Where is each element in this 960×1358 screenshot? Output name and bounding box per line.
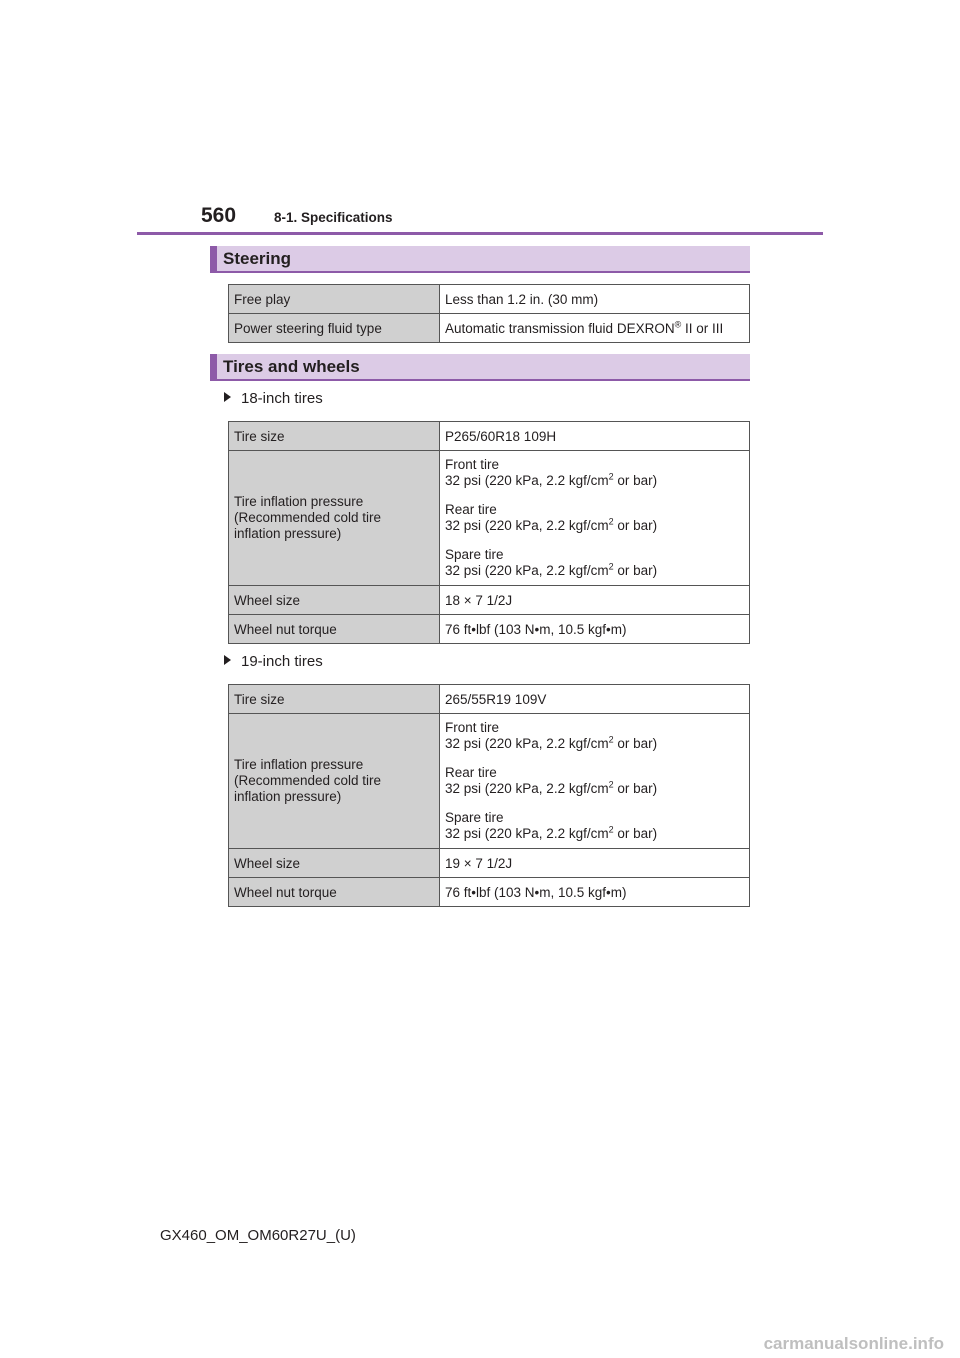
table-row <box>229 714 750 849</box>
table-row <box>229 422 750 451</box>
torque-label: Wheel nut torque <box>229 878 440 907</box>
pressure-value: Front tire 32 psi (220 kPa, 2.2 kgf/$cm^2$ or bar) Rear tire 32 psi (220 kPa, 2.2 kgf/$cm^2$ or bar) Spare tire 32 psi (220 kPa, 2.2 kgf/$cm^2$ or bar) <box>440 714 750 849</box>
section-title-steering <box>210 246 750 273</box>
tire-size-value: 265/55R19 109V <box>440 685 750 714</box>
torque-label: Wheel nut torque <box>229 615 440 644</box>
tires-18-table <box>228 421 750 644</box>
document-code: GX460_OM_OM60R27U_(U) <box>160 1227 356 1244</box>
table-row <box>229 314 750 343</box>
header-rule <box>137 232 823 235</box>
section-title-text: Tires and wheels <box>223 357 360 376</box>
triangle-bullet-icon <box>224 392 231 402</box>
table-row <box>229 586 750 615</box>
section-header: 8-1. Specifications <box>274 210 393 225</box>
table-row <box>229 849 750 878</box>
tire-size-value: P265/60R18 109H <box>440 422 750 451</box>
fluid-type-label: Power steering fluid type <box>229 314 440 343</box>
fluid-type-value: Automatic transmission fluid DEXRON® II or III <box>440 314 750 343</box>
pressure-value: Front tire 32 psi (220 kPa, 2.2 kgf/$cm^2$ or bar) Rear tire 32 psi (220 kPa, 2.2 kgf/$cm^2$ or bar) Spare tire 32 psi (220 kPa, 2.2 kgf/$cm^2$ or bar) <box>440 451 750 586</box>
tire-size-label: Tire size <box>229 685 440 714</box>
steering-table <box>228 284 750 343</box>
section-title-tires-wheels <box>210 354 750 381</box>
free-play-value: Less than 1.2 in. (30 mm) <box>440 285 750 314</box>
table-row <box>229 878 750 907</box>
table-row <box>229 285 750 314</box>
wheel-size-label: Wheel size <box>229 849 440 878</box>
triangle-bullet-icon <box>224 655 231 665</box>
pressure-label: Tire inflation pressure (Recommended cold tire inflation pressure) <box>229 451 440 586</box>
torque-value: 76 ft•lbf (103 N•m, 10.5 kgf•m) <box>440 615 750 644</box>
table-row <box>229 451 750 586</box>
pressure-label: Tire inflation pressure (Recommended cold tire inflation pressure) <box>229 714 440 849</box>
free-play-label: Free play <box>229 285 440 314</box>
tires-19-table <box>228 684 750 907</box>
wheel-size-value: 18 × 7 1/2J <box>440 586 750 615</box>
subheading-18-inch: 18-inch tires <box>224 390 323 407</box>
tire-size-label: Tire size <box>229 422 440 451</box>
subheading-19-inch: 19-inch tires <box>224 653 323 670</box>
watermark: carmanualsonline.info <box>763 1334 944 1353</box>
wheel-size-label: Wheel size <box>229 586 440 615</box>
table-row <box>229 615 750 644</box>
table-row <box>229 685 750 714</box>
page-number: 560 <box>201 204 237 227</box>
wheel-size-value: 19 × 7 1/2J <box>440 849 750 878</box>
section-title-text: Steering <box>223 249 292 268</box>
torque-value: 76 ft•lbf (103 N•m, 10.5 kgf•m) <box>440 878 750 907</box>
